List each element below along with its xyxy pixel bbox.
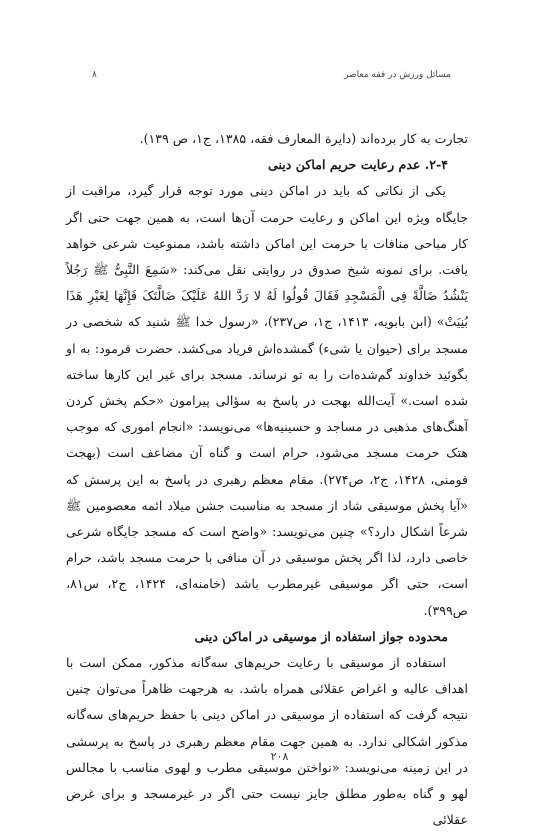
header-page-number: ۸ (92, 70, 97, 80)
running-header (92, 68, 451, 86)
running-title: مسائل ورزش در فقه معاصر (344, 70, 451, 80)
body-text (66, 126, 468, 833)
paragraph: استفاده از موسیقی با رعایت حریم‌های سه‌گانه مذکور، ممکن است با اهداف عالیه و اغراض عقلائی همراه باشد. به هرجهت ظاهراً می‌توان چنین نتیجه گرفت که استفاده از موسیقی در اماکن دینی با حفظ حریم‌های سه‌گانه مذکور اشکالی ندارد. به همین جهت مقام معظم رهبری در پاسخ به پرسشی در این زمینه می‌نویسد: «نواختن موسیقی مطرب و لهوی مناسب با مجالس لهو و گناه به‌طور مطلق جایز نیست حتی اگر در غیرمسجد و برای غرض عقلائی (66, 655, 468, 828)
page-number: ۲۰۸ (270, 750, 289, 763)
paragraph: یکی از نکاتی که باید در اماکن دینی مورد توجه قرار گیرد، مراقبت از جایگاه ویژه این اماکن و رعایت حرمت آن‌ها است، به همین جهت حتی اگر کار مباحی منافات با حرمت این اماکن داشته باشد، ممنوعیت شرعی خواهد یافت. برای نمونه شیخ صدوق در روایتی نقل می‌کند: «سَمِعَ النَّبِیُّ ﷺ رَجُلاً یَنْشُدُ ضَالَّةً فِی الْمَسْجِدِ فَقَالَ قُولُوا لَهُ لا رَدَّ اللهُ عَلَیْکَ ضَالَّتَکَ فَإِنَّهَا لِغَیْرِ هَذَا بُنِیَتْ» (ابن بابویه، ۱۴۱۳، ج۱، ص۲۳۷)، «رسول خدا ﷺ شنید که شخصی در مسجد برای (حیوان یا شیء) گمشده‌اش فریاد می‌کشد. حضرت فرمود: به او بگوئید خداوند گم‌شده‌ات را به تو نرساند. مسجد برای غیر این کارها ساخته شده است.» آیت‌الله بهجت در پاسخ به سؤالی پیرامون «حکم پخش کردن آهنگ‌های مذهبی در مساجد و حسینیه‌ها» می‌نویسد: «انجام اموری که موجب هتک حرمت مسجد می‌شود، حرام است و گناه آن مضاعف است (بهجت فومنی، ۱۴۲۸، ج۲، ص۲۷۴). مقام معظم رهبری در پاسخ به این پرسش که «آیا پخش موسیقی شاد از مسجد به مناسبت جشن میلاد ائمه معصومین ﷺ شرعاً اشکال دارد؟» چنین می‌نویسد: «واضح است که مسجد جایگاه شرعی خاصی دارد، لذا اگر پخش موسیقی در آن منافی با حرمت مسجد باشد، حرام است، حتی اگر موسیقی غیرمطرب باشد (خامنه‌ای، ۱۴۲۴، ج۲، س۸۱، ص۳۹۹). (66, 183, 468, 618)
section-heading: ۲-۴. عدم رعایت حریم اماکن دینی (268, 157, 448, 173)
section-heading: محدوده جواز استفاده از موسیقی در اماکن دینی (194, 628, 448, 644)
paragraph: تجارت به کار برده‌اند (دایرة المعارف فقه، ۱۳۸۵، ج۱، ص ۱۳۹). (139, 131, 468, 146)
